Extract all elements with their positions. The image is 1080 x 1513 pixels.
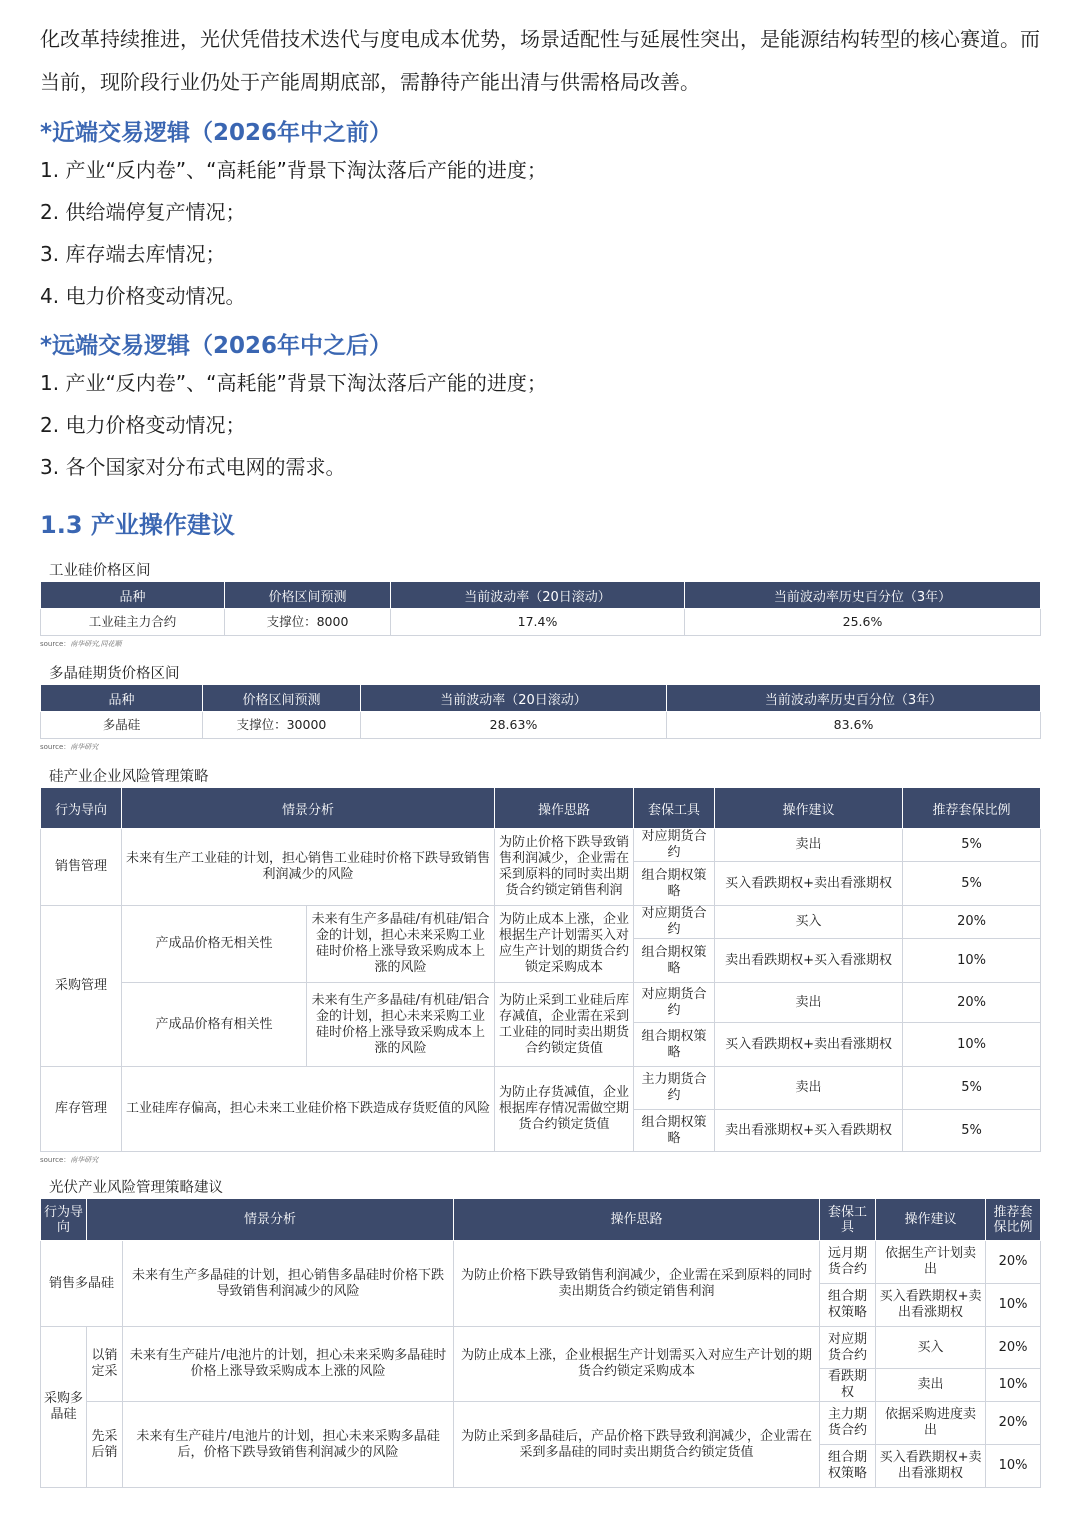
idea-cell: 为防止采到工业硅后库存减值，企业需在采到工业硅的同时卖出期货合约锁定货值	[495, 983, 634, 1067]
far-logic-item: 2. 电力价格变动情况；	[40, 413, 246, 437]
industrial-silicon-table-block	[40, 561, 1040, 649]
scenario-cell: 未来有生产硅片/电池片的计划，担心未来采购多晶硅后，价格下跌导致销售利润减少的风险	[123, 1402, 454, 1488]
table-header: 套保工具	[634, 788, 715, 829]
table-cell: 支撑位：8000	[225, 609, 391, 636]
advice-cell: 买入	[715, 906, 903, 939]
table-header: 操作建议	[876, 1199, 986, 1241]
behavior-cell: 销售多晶硅	[41, 1241, 123, 1327]
behavior-cell: 销售管理	[41, 829, 122, 906]
far-logic-item: 3. 各个国家对分布式电网的需求。	[40, 455, 346, 479]
ratio-cell: 10%	[986, 1369, 1041, 1402]
table-header: 操作思路	[454, 1199, 820, 1241]
advice-cell: 卖出	[715, 983, 903, 1023]
near-logic-item: 2. 供给端停复产情况；	[40, 200, 246, 224]
tool-cell: 主力期货合约	[820, 1402, 876, 1445]
ratio-cell: 20%	[986, 1327, 1041, 1369]
table-source	[40, 1155, 1040, 1165]
ratio-cell: 10%	[986, 1284, 1041, 1327]
idea-cell: 为防止价格下跌导致销售利润减少，企业需在采到原料的同时卖出期货合约锁定销售利润	[454, 1241, 820, 1327]
table-caption: 工业硅价格区间	[49, 563, 151, 579]
section-heading: 1.3 产业操作建议	[40, 511, 235, 539]
table-cell: 17.4%	[391, 609, 685, 636]
source-prefix: source：	[40, 1156, 71, 1164]
ratio-cell: 20%	[903, 906, 1041, 939]
advice-cell: 卖出	[876, 1369, 986, 1402]
table-header: 行为导向	[41, 788, 122, 829]
table-row	[41, 609, 1041, 636]
behavior-cell: 库存管理	[41, 1067, 122, 1152]
table-header: 套保工具	[820, 1199, 876, 1241]
tool-cell: 组合期权策略	[820, 1284, 876, 1327]
advice-cell: 买入	[876, 1327, 986, 1369]
table-source	[40, 742, 1040, 752]
far-logic-heading: *远端交易逻辑（2026年中之后）	[40, 333, 393, 359]
idea-cell: 为防止成本上涨，企业根据生产计划需买入对应生产计划的期货合约锁定采购成本	[454, 1327, 820, 1402]
behavior-cell: 采购管理	[41, 906, 122, 1067]
tool-cell: 对应期货合约	[820, 1327, 876, 1369]
table-header: 操作建议	[715, 788, 903, 829]
ratio-cell: 5%	[903, 862, 1041, 906]
idea-cell: 为防止成本上涨，企业根据生产计划需买入对应生产计划的期货合约锁定采购成本	[495, 906, 634, 983]
scenario-cell: 未来有生产多晶硅/有机硅/铝合金的计划，担心未来采购工业硅时价格上涨导致采购成本上涨的风险	[307, 983, 495, 1067]
ratio-cell: 5%	[903, 829, 1041, 862]
idea-cell: 为防止存货减值，企业根据库存情况需做空期货合约锁定货值	[495, 1067, 634, 1152]
table-header: 价格区间预测	[225, 582, 391, 609]
near-logic-item: 3. 库存端去库情况；	[40, 242, 226, 266]
near-logic-heading: *近端交易逻辑（2026年中之前）	[40, 120, 393, 146]
tool-cell: 组合期权策略	[634, 939, 715, 983]
ratio-cell: 10%	[903, 939, 1041, 983]
idea-cell: 为防止采到多晶硅后，产品价格下跌导致利润减少，企业需在采到多晶硅的同时卖出期货合约锁定货值	[454, 1402, 820, 1488]
ratio-cell: 20%	[986, 1402, 1041, 1445]
scenario-cell: 工业硅库存偏高，担心未来工业硅价格下跌造成存货贬值的风险	[122, 1067, 495, 1152]
pv-risk-strategy-table	[40, 1198, 1041, 1488]
table-header: 操作思路	[495, 788, 634, 829]
tool-cell: 组合期权策略	[634, 862, 715, 906]
table-header: 情景分析	[87, 1199, 454, 1241]
table-cell: 多晶硅	[41, 712, 203, 739]
sub-behavior-cell: 产成品价格无相关性	[122, 906, 307, 983]
table-source	[40, 639, 1040, 649]
idea-cell: 为防止价格下跌导致销售利润减少，企业需在采到原料的同时卖出期货合约锁定销售利润	[495, 829, 634, 906]
table-cell: 83.6%	[667, 712, 1041, 739]
table-header: 当前波动率（20日滚动）	[391, 582, 685, 609]
advice-cell: 买入看跌期权+卖出看涨期权	[876, 1284, 986, 1327]
table-header: 价格区间预测	[203, 685, 361, 712]
table-header: 情景分析	[122, 788, 495, 829]
table-row	[41, 906, 1041, 939]
advice-cell: 买入看跌期权+卖出看涨期权	[715, 1023, 903, 1067]
advice-cell: 卖出	[715, 829, 903, 862]
near-logic-item: 1. 产业“反内卷”、“高耗能”背景下淘汰落后产能的进度；	[40, 158, 547, 182]
tool-cell: 组合期权策略	[820, 1445, 876, 1488]
ratio-cell: 5%	[903, 1067, 1041, 1110]
table-row	[41, 983, 1041, 1023]
source-prefix: source：	[40, 640, 71, 648]
polysilicon-price-table	[40, 684, 1041, 739]
ratio-cell: 20%	[903, 983, 1041, 1023]
ratio-cell: 20%	[986, 1241, 1041, 1284]
advice-cell: 卖出看涨期权+买入看跌期权	[715, 1110, 903, 1152]
silicon-risk-table-block	[40, 767, 1040, 1165]
source-prefix: source：	[40, 743, 71, 751]
behavior-cell: 采购多晶硅	[41, 1327, 87, 1488]
source-text: 南华研究	[70, 743, 99, 751]
table-cell: 工业硅主力合约	[41, 609, 225, 636]
industrial-silicon-price-table	[40, 581, 1041, 636]
table-cell: 25.6%	[685, 609, 1041, 636]
source-text: 南华研究	[70, 1156, 99, 1164]
table-row	[41, 1327, 1041, 1369]
advice-cell: 卖出看跌期权+买入看涨期权	[715, 939, 903, 983]
ratio-cell: 10%	[903, 1023, 1041, 1067]
advice-cell: 买入看跌期权+卖出看涨期权	[876, 1445, 986, 1488]
table-header: 推荐套保比例	[903, 788, 1041, 829]
table-cell: 28.63%	[361, 712, 667, 739]
table-cell: 支撑位：30000	[203, 712, 361, 739]
advice-cell: 依据生产计划卖出	[876, 1241, 986, 1284]
scenario-cell: 未来有生产多晶硅/有机硅/铝合金的计划，担心未来采购工业硅时价格上涨导致采购成本上涨的风险	[307, 906, 495, 983]
polysilicon-table-block	[40, 664, 1040, 752]
sub-behavior-cell: 先采后销	[87, 1402, 123, 1488]
sub-behavior-cell: 产成品价格有相关性	[122, 983, 307, 1067]
ratio-cell: 10%	[986, 1445, 1041, 1488]
tool-cell: 主力期货合约	[634, 1067, 715, 1110]
table-header: 当前波动率历史百分位（3年）	[685, 582, 1041, 609]
advice-cell: 依据采购进度卖出	[876, 1402, 986, 1445]
sub-behavior-cell: 以销定采	[87, 1327, 123, 1402]
table-row	[41, 1402, 1041, 1445]
table-header: 推荐套保比例	[986, 1199, 1041, 1241]
table-header: 当前波动率（20日滚动）	[361, 685, 667, 712]
table-header: 当前波动率历史百分位（3年）	[667, 685, 1041, 712]
table-row	[41, 829, 1041, 862]
table-caption: 硅产业企业风险管理策略	[49, 769, 209, 785]
table-header: 行为导向	[41, 1199, 87, 1241]
tool-cell: 远月期货合约	[820, 1241, 876, 1284]
far-logic-item: 1. 产业“反内卷”、“高耗能”背景下淘汰落后产能的进度；	[40, 371, 547, 395]
tool-cell: 对应期货合约	[634, 829, 715, 862]
table-row	[41, 1241, 1041, 1284]
tool-cell: 组合期权策略	[634, 1023, 715, 1067]
scenario-cell: 未来有生产多晶硅的计划，担心销售多晶硅时价格下跌导致销售利润减少的风险	[123, 1241, 454, 1327]
tool-cell: 对应期货合约	[634, 983, 715, 1023]
tool-cell: 组合期权策略	[634, 1110, 715, 1152]
scenario-cell: 未来有生产硅片/电池片的计划，担心未来采购多晶硅时价格上涨导致采购成本上涨的风险	[123, 1327, 454, 1402]
table-caption: 多晶硅期货价格区间	[49, 666, 180, 682]
table-caption: 光伏产业风险管理策略建议	[49, 1180, 223, 1196]
source-text: 南华研究,同花顺	[70, 640, 122, 648]
pv-risk-table-block	[40, 1178, 1040, 1488]
tool-cell: 看跌期权	[820, 1369, 876, 1402]
ratio-cell: 5%	[903, 1110, 1041, 1152]
near-logic-item: 4. 电力价格变动情况。	[40, 284, 246, 308]
silicon-risk-strategy-table	[40, 787, 1041, 1152]
table-header: 品种	[41, 582, 225, 609]
scenario-cell: 未来有生产工业硅的计划，担心销售工业硅时价格下跌导致销售利润减少的风险	[122, 829, 495, 906]
advice-cell: 卖出	[715, 1067, 903, 1110]
table-row	[41, 712, 1041, 739]
table-row	[41, 1067, 1041, 1110]
intro-paragraph: 化改革持续推进，光伏凭借技术迭代与度电成本优势，场景适配性与延展性突出，是能源结构转型的核心赛道。而当前，现阶段行业仍处于产能周期底部，需静待产能出清与供需格局改善。	[40, 27, 1040, 94]
advice-cell: 买入看跌期权+卖出看涨期权	[715, 862, 903, 906]
tool-cell: 对应期货合约	[634, 906, 715, 939]
table-header: 品种	[41, 685, 203, 712]
